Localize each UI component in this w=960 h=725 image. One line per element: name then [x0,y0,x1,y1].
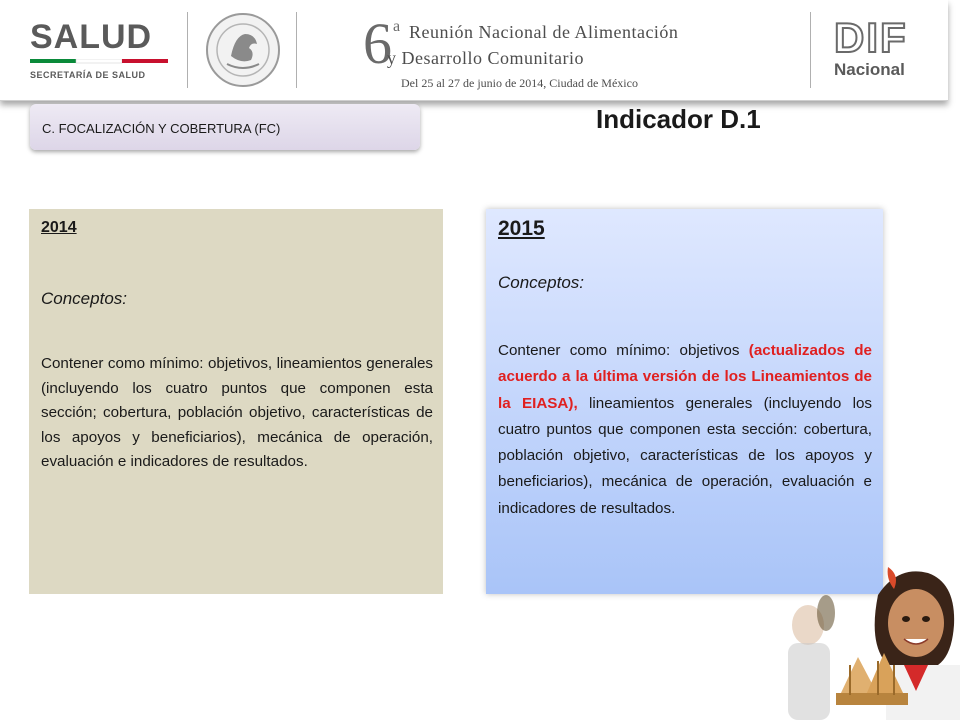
panel-body-text: Contener como mínimo: objetivos, lineamientos generales (incluyendo los cuatro puntos que componen esta sección; cobertura, población objetivo, características de los apoyos y beneficiarios), mecánica de operación, evaluación e indicadores de resultados. [41,355,433,471]
panel-year: 2015 [498,217,545,240]
body-text-part2: lineamientos generales (incluyendo los cuatro puntos que componen esta sección: cobertura, población objetivo, características de los apoyos y beneficiarios), mecánica de operación, evaluación e indicadores de resultados. [498,394,872,517]
event-title-line1: Reunión Nacional de Alimentación [409,22,679,42]
section-tab [30,104,420,150]
header-banner [0,0,948,101]
body-text-highlight: (actualizados de acuerdo a la última versión de los Lineamientos de la EIASA), [498,342,872,412]
section-tab-label: C. FOCALIZACIÓN Y COBERTURA (FC) [42,121,281,136]
salud-logo [30,18,175,78]
dif-logo [834,14,918,82]
salud-flag-stripe [30,59,170,65]
body-text-part1: Contener como mínimo: objetivos [498,342,749,359]
event-title-line2: y Desarrollo Comunitario [387,48,584,68]
coat-of-arms-seal-icon [205,12,281,88]
event-title-block [363,11,793,94]
concepts-label: Conceptos: [41,289,127,308]
children-photo [728,565,960,720]
header-divider [810,12,811,88]
concepts-label: Conceptos: [498,273,584,292]
header-divider [187,12,188,88]
header-divider [296,12,297,88]
dif-subtitle: Nacional [834,60,905,79]
salud-subtitle: SECRETARÍA DE SALUD [30,70,146,80]
panel-body-text [498,338,872,522]
panel-2015 [486,209,883,594]
event-dates: Del 25 al 27 de junio de 2014, Ciudad de México [401,76,638,90]
indicator-title: Indicador D.1 [596,104,761,134]
dif-logo-text: DIF [834,14,908,61]
panel-2014 [29,209,443,594]
salud-title: SALUD [30,18,153,56]
event-number: 6 [363,11,392,76]
event-superscript: a [393,18,401,35]
panel-year: 2014 [41,219,77,236]
